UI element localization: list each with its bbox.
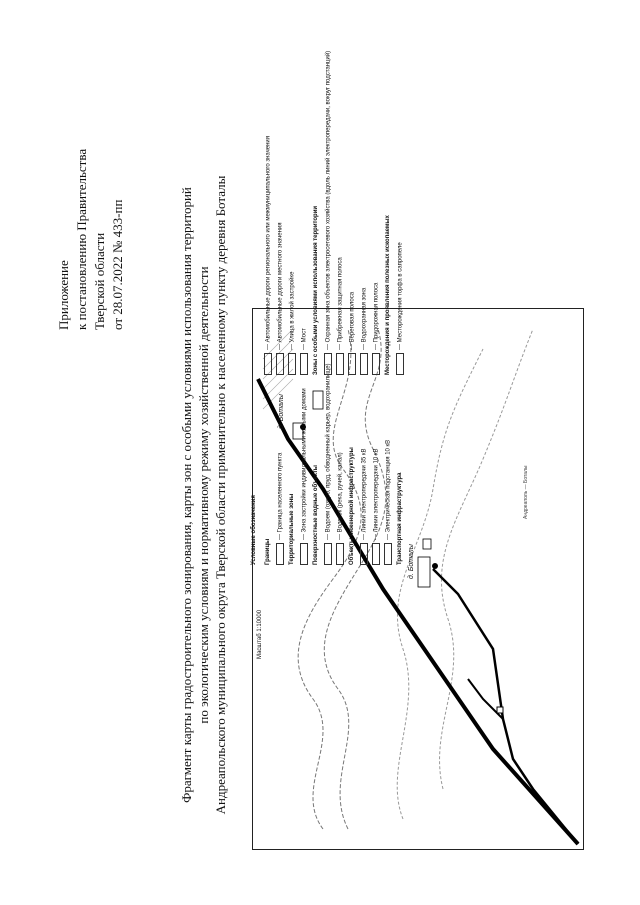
legend-item: Транспортная инфраструктура bbox=[397, 472, 403, 565]
bridge-marker bbox=[497, 707, 503, 713]
appendix-line-1: Приложение bbox=[56, 260, 71, 330]
appendix-line-4: от 28.07.2022 № 433-пп bbox=[110, 199, 125, 330]
title-line-1: Фрагмент карты градостроительного зонирования, карты зон с особыми условиями использования территорий bbox=[179, 187, 194, 803]
legend-item-label: — Береговая полоса bbox=[349, 291, 356, 350]
legend-item-label: — Водоток (река, ручей, канал) bbox=[337, 452, 344, 540]
legend-symbol bbox=[396, 353, 404, 375]
legend-item-label: — Охранная зона объектов электросетевого хозяйства (вдоль линий электропередачи, вокруг подстанций) bbox=[325, 50, 332, 350]
legend-item-label: — Водоем (озеро, пруд, обводненный карьер, водохранилище) bbox=[325, 363, 332, 540]
legend-symbol bbox=[336, 543, 344, 565]
legend-item bbox=[348, 292, 357, 375]
title-line-2: по экологическим условиям и нормативному режиму хозяйственной деятельности bbox=[196, 266, 211, 724]
map-scale: Масштаб 1:10000 bbox=[257, 609, 263, 659]
appendix-line-3: Тверской области bbox=[92, 232, 107, 330]
legend-item-label: — Автомобильные дороги регионального или межмуниципального значения bbox=[265, 135, 272, 350]
legend-item: Поверхностные водные объекты bbox=[313, 465, 319, 565]
appendix-line-2: к постановлению Правительства bbox=[74, 148, 89, 330]
legend-item-label: — Мост bbox=[301, 328, 308, 350]
legend-symbol bbox=[300, 353, 308, 375]
village-label: д. Боталы bbox=[278, 394, 285, 429]
legend-symbol bbox=[360, 353, 368, 375]
legend-item bbox=[276, 222, 285, 375]
legend-item bbox=[288, 272, 297, 375]
legend-symbol bbox=[324, 543, 332, 565]
legend-item bbox=[300, 328, 309, 375]
legend-symbol bbox=[372, 353, 380, 375]
legend-symbol bbox=[264, 353, 272, 375]
legend-item bbox=[276, 453, 285, 565]
title-line-3: Андреапольского муниципального округа Тверской области применительно к населенному пункту деревня Боталы bbox=[213, 175, 228, 815]
legend-item bbox=[396, 242, 405, 375]
legend-symbol bbox=[372, 543, 380, 565]
legend-symbol bbox=[336, 353, 344, 375]
legend-item-label: — Месторождения торфа в сапропеле bbox=[397, 242, 404, 350]
legend-item-label: — Зона застройки индивидуальными жилыми домами bbox=[301, 388, 308, 540]
legend-symbol bbox=[384, 543, 392, 565]
legend-item-label: — Прибрежная защитная полоса bbox=[337, 257, 344, 350]
legend-item bbox=[372, 283, 381, 375]
legend-item-label: — Автомобильные дороги местного значения bbox=[277, 222, 284, 350]
legend-symbol bbox=[300, 543, 308, 565]
legend-item: Месторождения и проявления полезных ископаемых bbox=[385, 215, 391, 375]
legend-item-label: — Придорожная полоса bbox=[373, 282, 380, 350]
legend-item-label: — Электрическая подстанция 10 кВ bbox=[385, 439, 392, 540]
legend-symbol bbox=[324, 353, 332, 375]
appendix-header bbox=[55, 30, 127, 330]
legend-item bbox=[360, 288, 369, 375]
legend-item-label: — Граница населенного пункта bbox=[277, 452, 284, 540]
legend-symbol bbox=[348, 353, 356, 375]
legend-symbol bbox=[276, 353, 284, 375]
legend-item: Объекты инженерной инфраструктуры bbox=[349, 447, 355, 565]
legend-item bbox=[264, 136, 273, 375]
legend-item bbox=[336, 257, 345, 375]
legend-item: Зоны с особыми условиями использования территории bbox=[313, 205, 319, 375]
legend-item-label: — Линии электропередачи 35 кВ bbox=[361, 448, 368, 540]
local-road bbox=[433, 569, 578, 844]
legend-item-label: — Водоохранная зона bbox=[361, 287, 368, 350]
legend-item bbox=[384, 440, 393, 565]
legend-item bbox=[324, 51, 333, 375]
legend-symbol bbox=[288, 353, 296, 375]
legend-item: Территориальные зоны bbox=[289, 493, 295, 565]
legend-item bbox=[300, 388, 309, 565]
legend-item: Границы bbox=[265, 538, 271, 565]
legend-item bbox=[324, 363, 333, 565]
legend-heading: Условные обозначения bbox=[251, 495, 257, 565]
legend-item-label: — Линии электропередачи 10 кВ bbox=[373, 448, 380, 540]
map-legend bbox=[250, 50, 580, 565]
legend-item bbox=[360, 449, 369, 565]
legend-item-label: — Улица в жилой застройке bbox=[289, 271, 296, 350]
legend-item bbox=[336, 452, 345, 565]
document-title bbox=[178, 125, 229, 865]
village-label: д. Боталы bbox=[408, 544, 415, 579]
legend-item bbox=[372, 449, 381, 565]
road-label: Андреаполь — Боталы bbox=[523, 465, 529, 519]
legend-symbol bbox=[276, 543, 284, 565]
legend-symbol bbox=[360, 543, 368, 565]
